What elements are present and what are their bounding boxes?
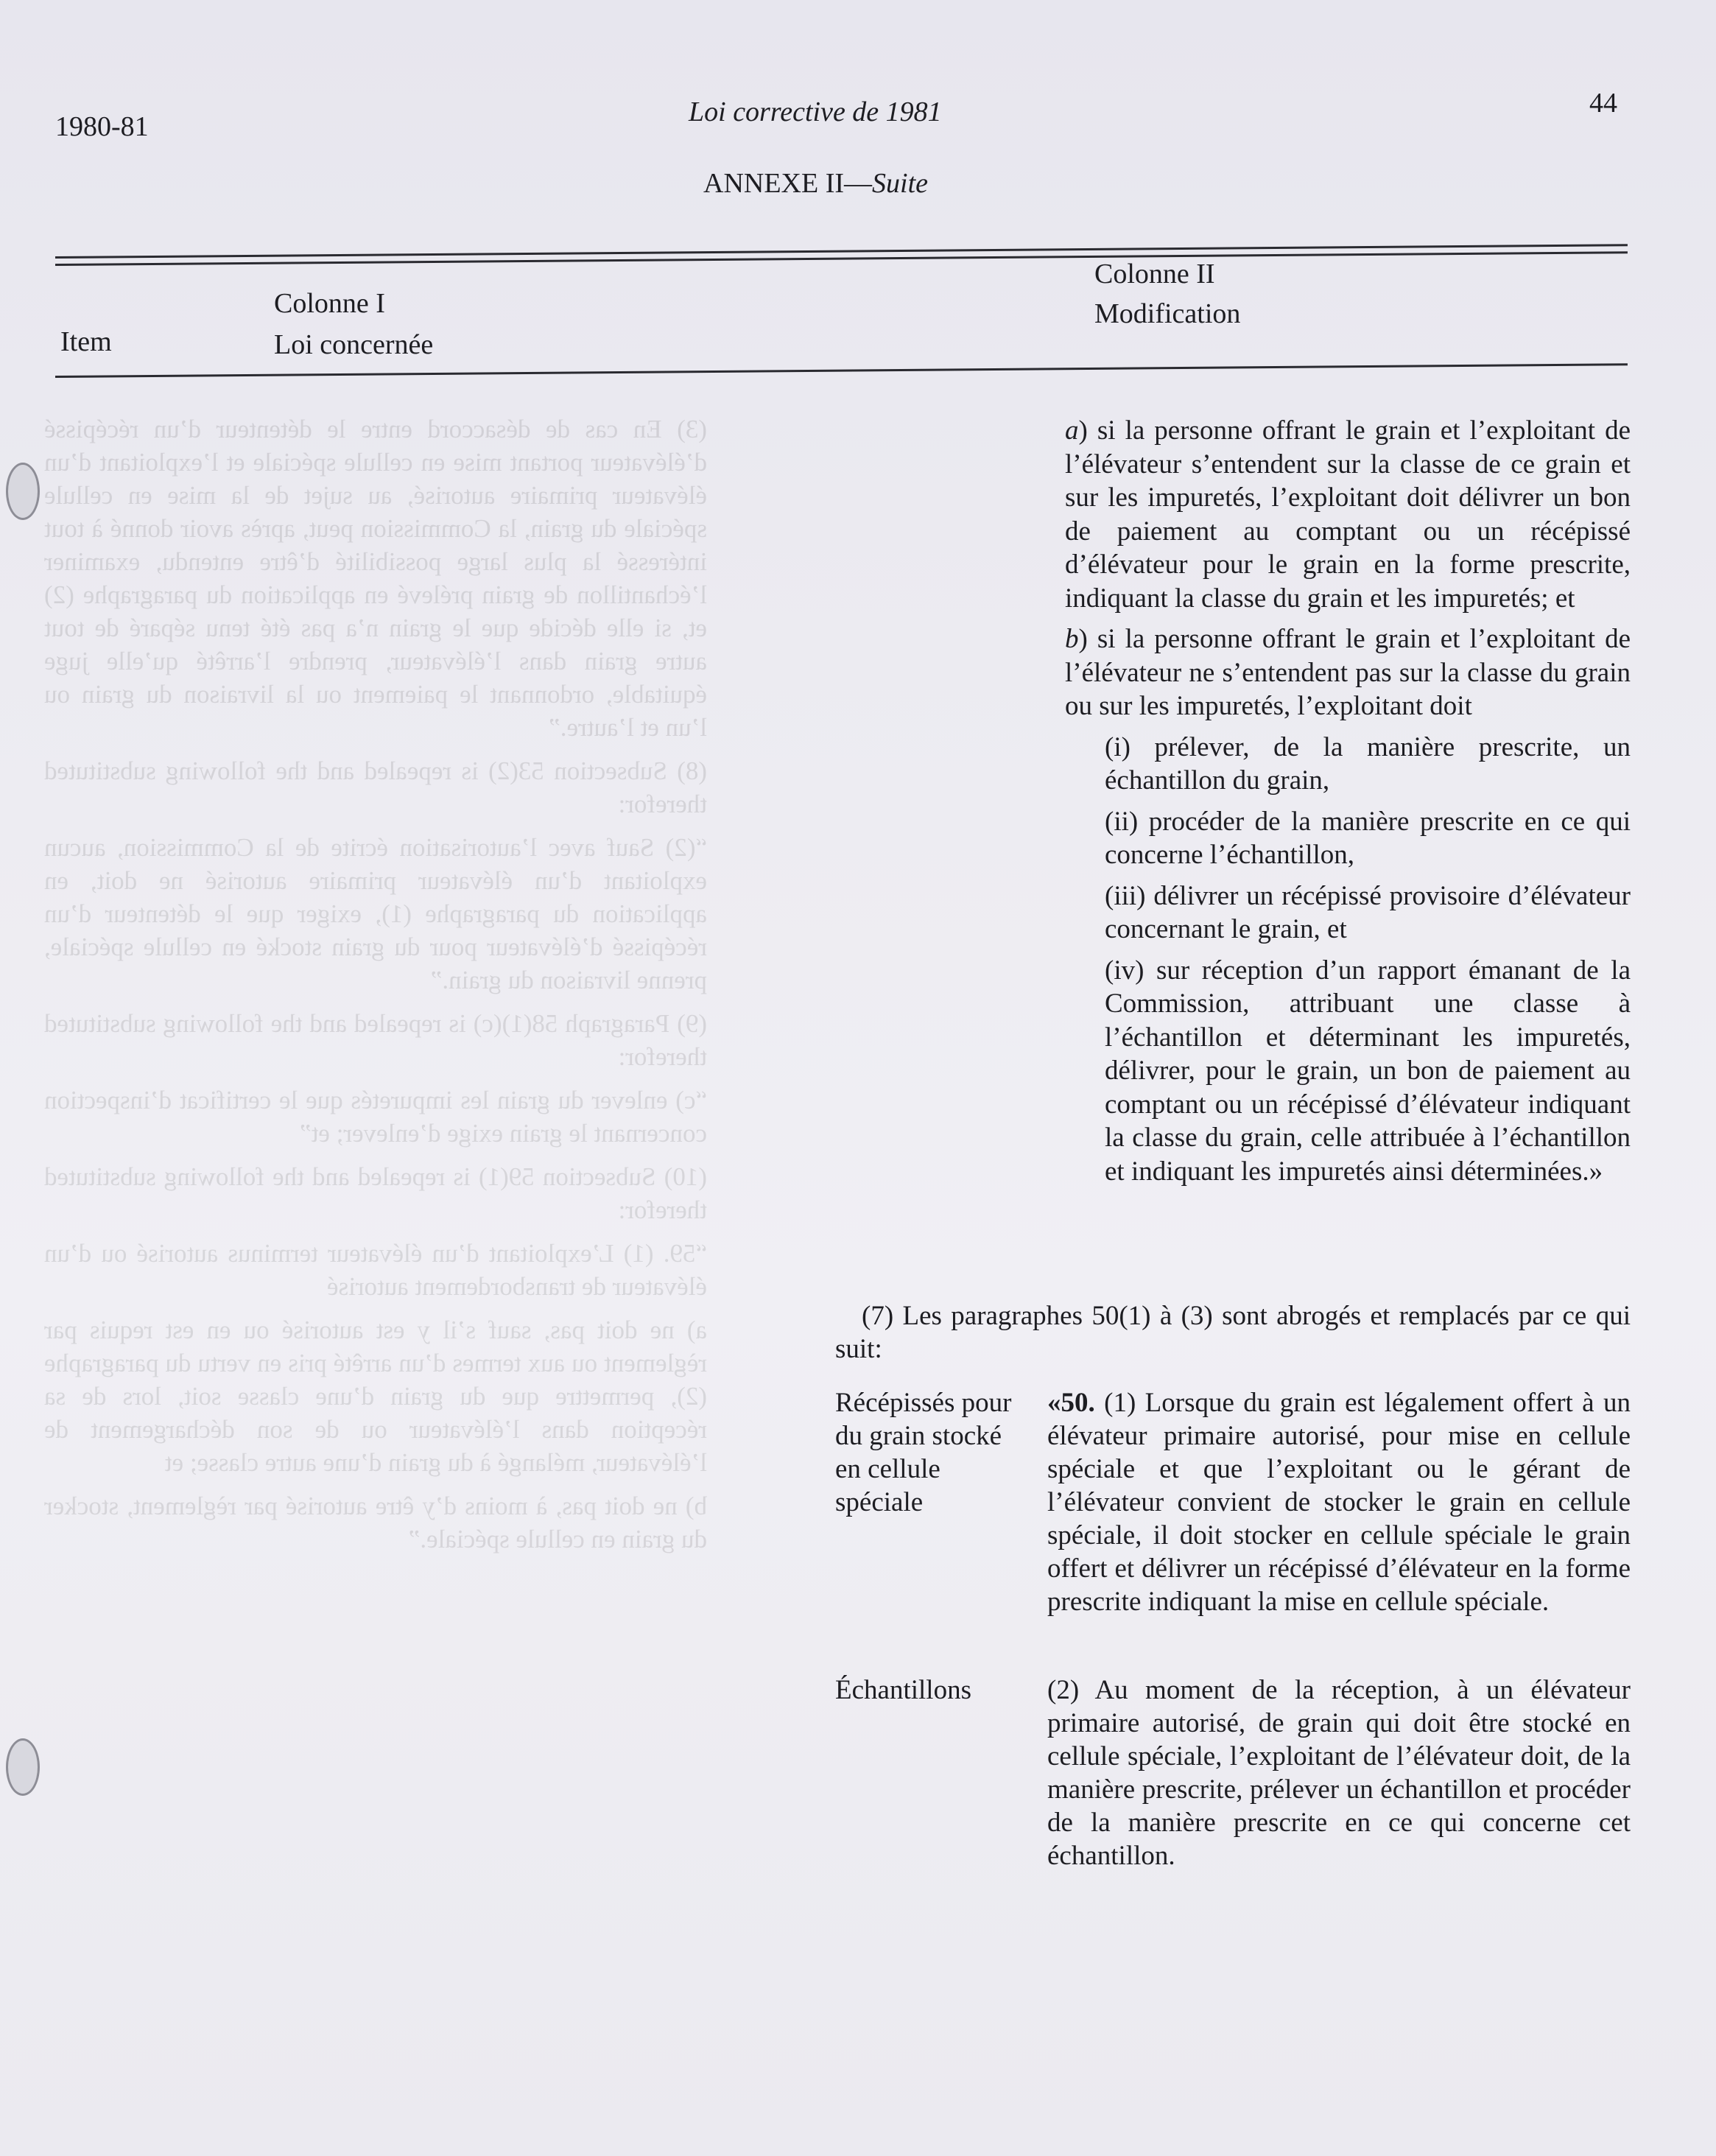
- bleed-paragraph: “c) enlever du grain les impuretés que le certificat d’inspection concernant le grain exige d’enlever; et”: [44, 1086, 707, 1148]
- column-1-header: Colonne I: [274, 288, 385, 319]
- marginal-note-receipts: Récépissés pour du grain stocké en cellule spéciale: [835, 1388, 1012, 1517]
- paragraph-b: [1065, 622, 1631, 723]
- annex-label: ANNEXE II—: [703, 168, 873, 199]
- bleed-paragraph: (3) En cas de désaccord entre le détenteur d’un récépissé d’élévateur portant mise en cellule spéciale et l’exploitant d’un élévateur primaire autorisé, au sujet de la mise en cellule spéciale du grain, la Commission peut, après avoir donné à tout intéressé la plus large possibilité d’être entendu, examiner l’échantillon de grain prélevé en application du paragraphe (2) et, si elle décide que le grain n’a pas été tenu séparé de tout autre grain dans l’élévateur, prendre l’arrêté qu’elle juge équitable, ordonnant le paiement ou la livraison du grain ou l’un et l’autre.”: [44, 415, 707, 742]
- bleed-paragraph: (10) Subsection 59(1) is repealed and the following substituted therefor:: [44, 1162, 707, 1224]
- column-1-subheader: Loi concernée: [274, 329, 434, 360]
- subparagraph-i: (i) prélever, de la manière prescrite, un échantillon du grain,: [1105, 731, 1631, 796]
- page-title: Loi corrective de 1981: [689, 96, 942, 127]
- bleed-paragraph: (9) Paragraph 58(1)(c) is repealed and the following substituted therefor:: [44, 1009, 707, 1071]
- paragraph-a-text: ) si la personne offrant le grain et l’exploitant de l’élévateur s’entendent sur la classe de ce grain et sur les impuretés, l’exploitant doit délivrer un bon de paiement au comptant ou un récépissé d’élévateur pour le grain en la forme prescrite, indiquant la classe du grain et les impuretés; et: [1065, 415, 1631, 614]
- binder-hole-bottom: [6, 1738, 40, 1796]
- header-rule-bottom: [55, 251, 1628, 266]
- binder-hole-top: [6, 463, 40, 520]
- annex-suffix: Suite: [872, 168, 928, 199]
- amendment-7: (7) Les paragraphes 50(1) à (3) sont abrogés et remplacés par ce qui suit:: [835, 1301, 1631, 1364]
- column-2-subheader: Modification: [1094, 298, 1241, 329]
- annex-heading: [703, 167, 928, 200]
- paragraph-b-text: ) si la personne offrant le grain et l’exploitant de l’élévateur ne s’entendent pas sur la classe du grain ou sur les impuretés, l’exploitant doit: [1065, 624, 1631, 721]
- section-50-1-text: (1) Lorsque du grain est légalement offert à un élévateur primaire autorisé, pour mise en cellule spéciale et que l’exploitant ou le gérant de l’élévateur convient de stocker le grain en cellule spéciale, il doit stocker en cellule spéciale le grain offert et délivrer un récépissé d’élévateur en la forme prescrite indiquant la mise en cellule spéciale.: [1047, 1388, 1631, 1617]
- column-2-header: Colonne II: [1094, 259, 1215, 289]
- bleed-paragraph: b) ne doit pas, à moins d’y être autorisé par règlement, stocker du grain en cellule spéciale.”: [44, 1492, 707, 1553]
- amendment-text: [1065, 414, 1631, 1195]
- paragraph-a-label: a: [1065, 415, 1079, 446]
- bleed-through-text: [44, 412, 707, 1566]
- subparagraph-ii: (ii) procéder de la manière prescrite en ce qui concerne l’échantillon,: [1105, 806, 1631, 870]
- section-50-2: (2) Au moment de la réception, à un élévateur primaire autorisé, de grain qui doit être stocké en cellule spéciale, l’exploitant de l’élévateur doit, de la manière prescrite, prélever un échantillon et procéder de la manière prescrite en ce qui concerne cet échantillon.: [1047, 1675, 1631, 1871]
- marginal-note-samples: Échantillons: [835, 1675, 971, 1705]
- column-header-rule: [55, 363, 1628, 378]
- bleed-paragraph: “(2) Sauf avec l’autorisation écrite de la Commission, aucun exploitant d’un élévateur primaire autorisé ne doit, en application du paragraphe (1), exiger que le détenteur d’un récépissé d’élévateur pour du grain stocké en cellule spéciale, prenne livraison du grain.”: [44, 833, 707, 994]
- session-label: 1980-81: [55, 111, 149, 142]
- section-50-1: [1047, 1386, 1631, 1618]
- subparagraph-iii: (iii) délivrer un récépissé provisoire d’élévateur concernant le grain, et: [1105, 880, 1631, 944]
- bleed-paragraph: “59. (1) L’exploitant d’un élévateur terminus autorisé ou d’un élévateur de transbordement autorisé: [44, 1239, 707, 1301]
- page-number: 44: [1589, 88, 1617, 119]
- paragraph-b-label: b: [1065, 624, 1079, 654]
- bleed-paragraph: a) ne doit pas, sauf s’il y est autorisé ou en est requis par règlement ou aux termes d’un arrêté pris en vertu du paragraphe (2), permettre que du grain d’une classe soit, lors de sa réception dans l’élévateur ou de son déchargement de l’élévateur, mélangé à du grain d’une autre classe; et: [44, 1316, 707, 1477]
- paragraph-a: [1065, 414, 1631, 615]
- section-50-label: «50.: [1047, 1388, 1095, 1418]
- bleed-paragraph: (8) Subsection 53(2) is repealed and the following substituted therefor:: [44, 756, 707, 818]
- subparagraph-iv: (iv) sur réception d’un rapport émanant de la Commission, attribuant une classe à l’échantillon et déterminant les impuretés, délivrer, pour le grain, un bon de paiement au comptant ou un récépissé d’élévateur indiquant la classe du grain, celle attribuée à l’échantillon et indiquant les impuretés ainsi déterminées.»: [1105, 955, 1631, 1187]
- column-item-header: Item: [60, 326, 112, 357]
- header-rule-top: [55, 244, 1628, 259]
